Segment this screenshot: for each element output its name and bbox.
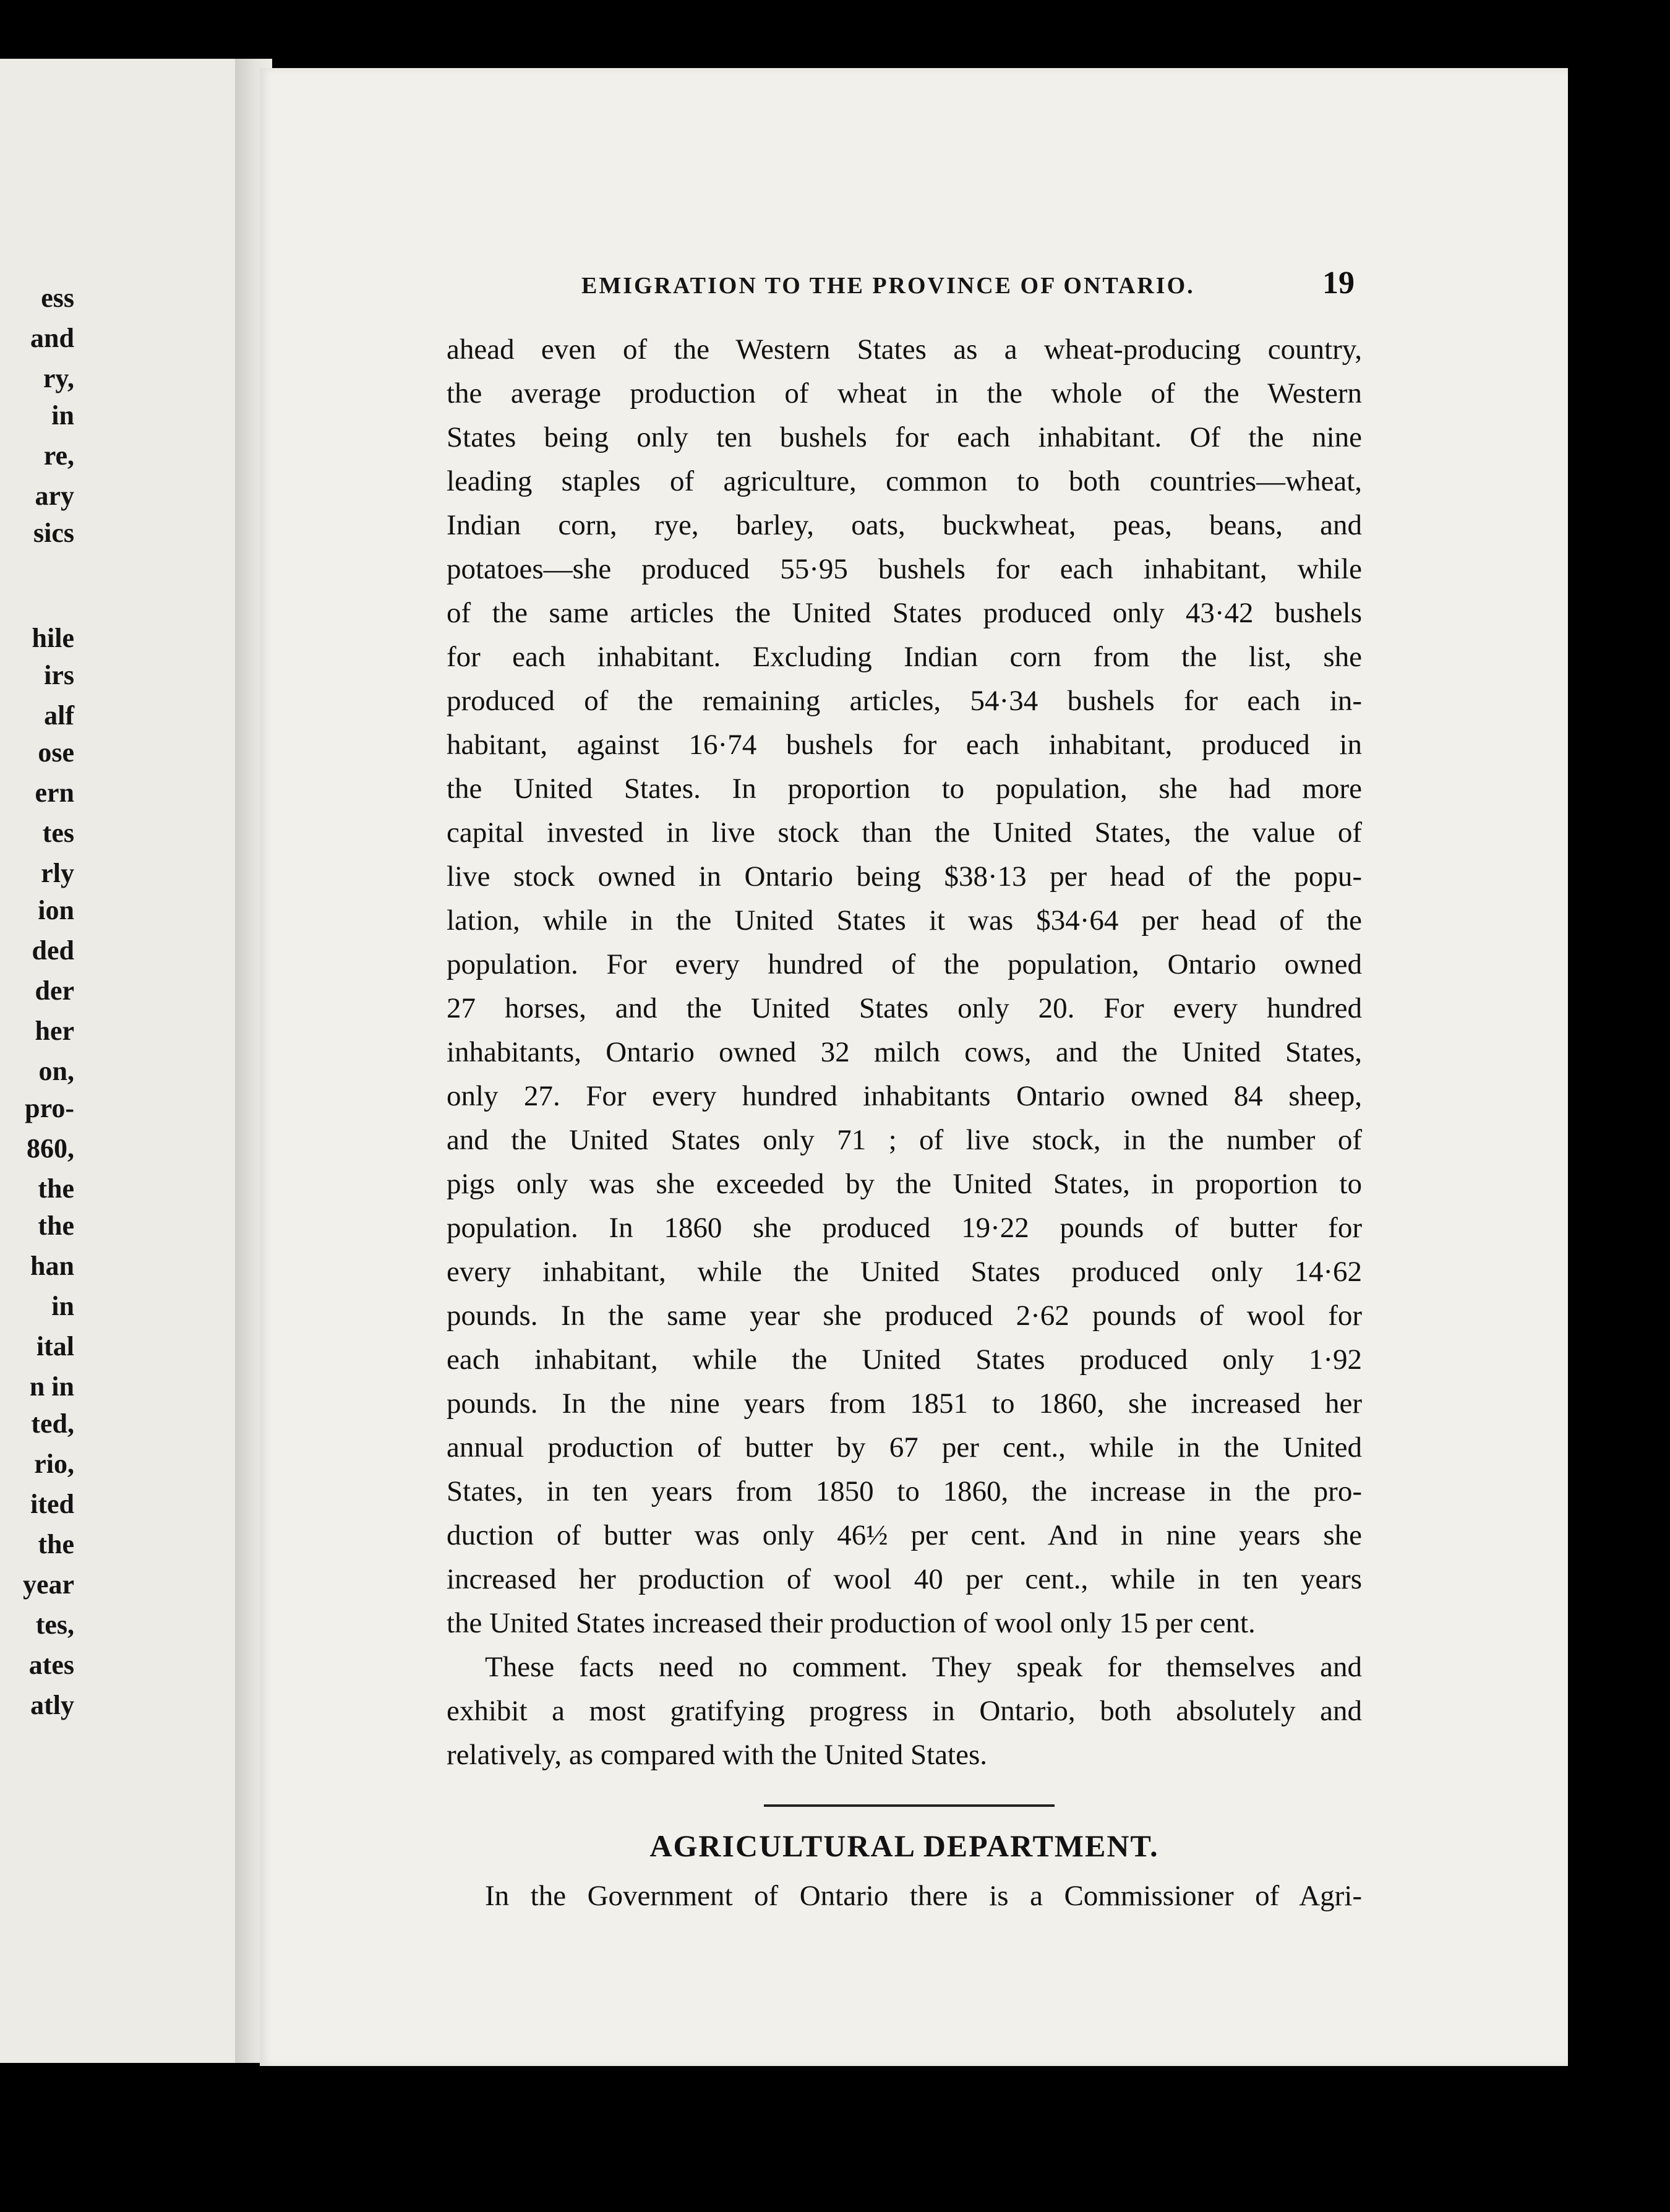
text-line: pigs only was she exceeded by the United States, in proportion to [447,1168,1362,1200]
text-line: pounds. In the nine years from 1851 to 1860, she increased her [447,1387,1362,1420]
text-line: each inhabitant, while the United States produced only 1·92 [447,1344,1362,1376]
facing-page-fragment: n in [29,1371,74,1402]
text-line: the average production of wheat in the whole of the Western [447,377,1362,409]
text-line: the United States increased their production of wool only 15 per cent. [447,1607,1256,1639]
facing-page-fragment: ited [30,1489,74,1519]
section-divider [764,1804,1055,1807]
text-line: 27 horses, and the United States only 20. For every hundred [447,992,1362,1024]
text-line: Indian corn, rye, barley, oats, buckwheat, peas, beans, and [447,509,1362,541]
text-line: live stock owned in Ontario being $38·13 per head of the popu- [447,860,1362,893]
facing-page-fragment: tes [42,818,74,848]
text-line: the United States. In proportion to population, she had more [447,773,1362,805]
page-number: 19 [1322,265,1355,301]
text-line: lation, while in the United States it was $34·64 per head of the [447,904,1362,937]
facing-page-fragment: rio, [34,1449,74,1479]
closing-line: In the Government of Ontario there is a Commissioner of Agri- [485,1880,1362,1912]
text-line: duction of butter was only 46½ per cent. And in nine years she [447,1519,1362,1551]
text-line: produced of the remaining articles, 54·34 bushels for each in- [447,685,1362,717]
section-heading: AGRICULTURAL DEPARTMENT. [649,1828,1159,1863]
facing-page-fragment: year [22,1569,74,1600]
facing-page-fragment: in [51,1291,74,1321]
text-line: pounds. In the same year she produced 2·62 pounds of wool for [447,1300,1362,1332]
facing-page-fragment: her [35,1016,74,1046]
facing-page-fragment: atly [30,1690,74,1720]
text-line: and the United States only 71 ; of live stock, in the number of [447,1124,1362,1156]
text-line: increased her production of wool 40 per cent., while in ten years [447,1563,1362,1595]
text-line: inhabitants, Ontario owned 32 milch cows, and the United States, [447,1036,1362,1068]
facing-page-fragment: ary [35,481,74,511]
text-line: leading staples of agriculture, common to both countries—wheat, [447,465,1362,497]
facing-page-fragment: in [51,400,74,431]
text-line: ahead even of the Western States as a wheat-producing country, [447,333,1362,366]
facing-page-fragment: irs [44,660,74,690]
facing-page-fragment: ose [38,737,74,768]
text-line: every inhabitant, while the United States produced only 14·62 [447,1256,1362,1288]
facing-page-fragment: the [38,1211,74,1241]
facing-page-fragment: ern [35,778,74,808]
text-line: exhibit a most gratifying progress in Ontario, both absolutely and [447,1695,1362,1727]
facing-page-fragment: on, [38,1056,74,1086]
facing-page-fragment: rly [41,858,74,888]
running-head: EMIGRATION TO THE PROVINCE OF ONTARIO. [581,273,1195,299]
text-line: These facts need no comment. They speak for themselves and [485,1651,1362,1683]
facing-page-fragment: han [30,1251,74,1281]
text-line: relatively, as compared with the United States. [447,1739,988,1771]
facing-page-fragment: the [38,1173,74,1204]
facing-page-fragment: tes, [35,1610,74,1640]
text-line: potatoes—she produced 55·95 bushels for each inhabitant, while [447,553,1362,585]
text-line: capital invested in live stock than the United States, the value of [447,817,1362,849]
text-line: States, in ten years from 1850 to 1860, the increase in the pro- [447,1475,1362,1507]
body-text [447,328,1362,1777]
facing-page-fragment: re, [43,440,74,471]
facing-page-fragment: alf [44,700,74,731]
facing-page-fragment: pro- [25,1093,74,1123]
facing-page-fragment: der [35,975,74,1006]
text-line: of the same articles the United States produced only 43·42 bushels [447,597,1362,629]
facing-page-fragment: ion [38,895,74,925]
facing-page-fragment: hile [32,623,74,653]
text-line: population. In 1860 she produced 19·22 pounds of butter for [447,1212,1362,1244]
facing-page-left [0,59,235,2063]
facing-page-fragment: ess [41,283,74,313]
text-line: States being only ten bushels for each inhabitant. Of the nine [447,421,1362,453]
facing-page-fragment: ital [36,1331,74,1361]
facing-page-fragment: 860, [27,1133,74,1164]
text-line: annual production of butter by 67 per cent., while in the United [447,1431,1362,1464]
facing-page-fragment: ry, [43,363,74,393]
facing-page-fragment: ted, [31,1408,74,1439]
facing-page-fragment: ded [32,935,74,966]
text-line: population. For every hundred of the population, Ontario owned [447,948,1362,980]
facing-page-fragment: ates [28,1650,74,1680]
facing-page-fragment: and [30,323,74,353]
text-line: only 27. For every hundred inhabitants Ontario owned 84 sheep, [447,1080,1362,1112]
facing-page-fragment: the [38,1529,74,1559]
text-line: habitant, against 16·74 bushels for each inhabitant, produced in [447,729,1362,761]
text-line: for each inhabitant. Excluding Indian corn from the list, she [447,641,1362,673]
facing-page-fragment: sics [33,518,74,548]
